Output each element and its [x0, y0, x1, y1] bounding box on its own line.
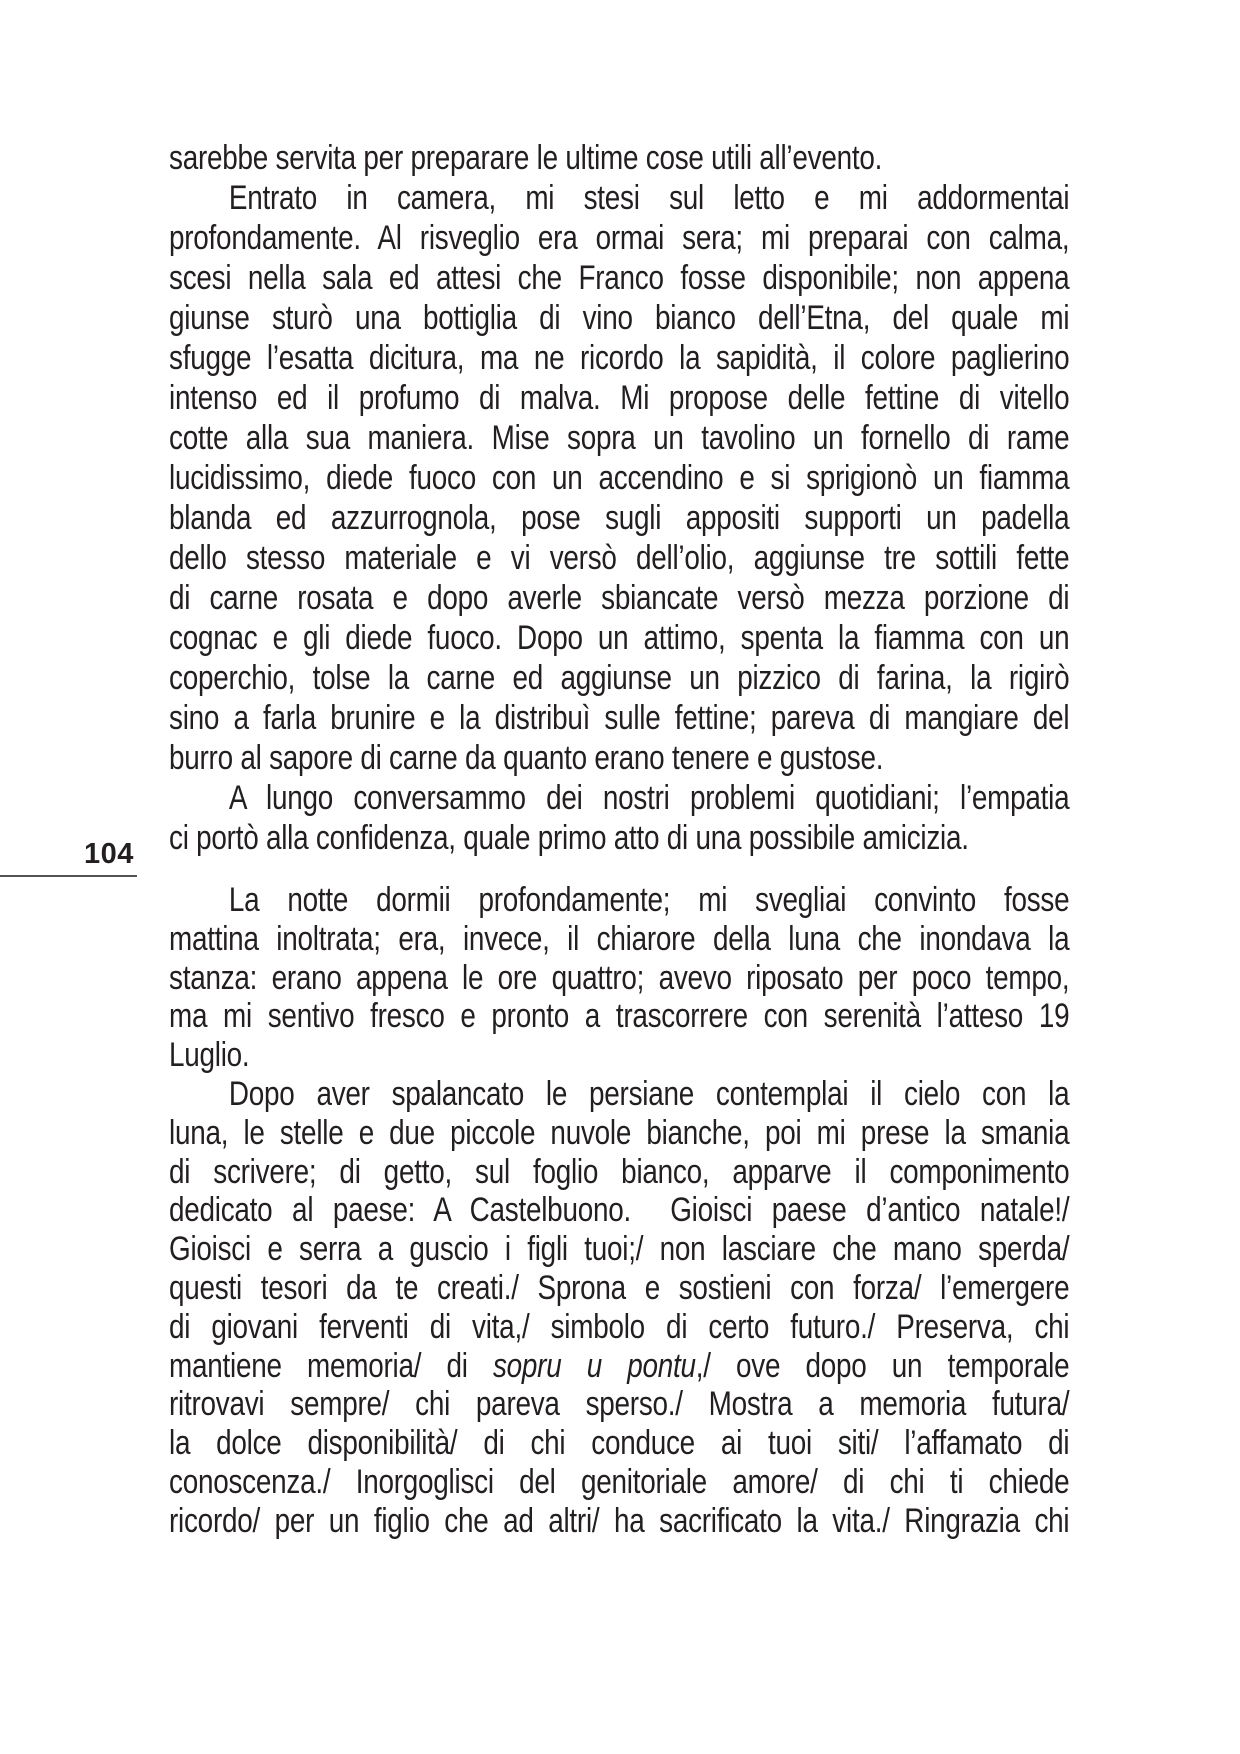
- paragraph: [169, 138, 1069, 178]
- text-segment: dello stesso materiale e vi versò dell’olio, aggiunse tre sottili fette: [169, 539, 1070, 577]
- text-segment: dedicato al paese: A Castelbuono. Gioisci paese d’antico natale!/: [169, 1191, 1070, 1230]
- text-segment: coperchio, tolse la carne ed aggiunse un pizzico di farina, la rigirò: [169, 659, 1070, 697]
- text-line: [169, 178, 1069, 218]
- text-line: [169, 458, 1069, 498]
- text-segment: stanza: erano appena le ore quattro; avevo riposato per poco tempo,: [169, 958, 1070, 997]
- text-segment: di scrivere; di getto, sul foglio bianco, apparve il componimento: [169, 1152, 1070, 1191]
- paragraph: [169, 881, 1069, 1075]
- text-segment: Dopo aver spalancato le persiane contemplai il cielo con la: [228, 1074, 1070, 1113]
- text-segment: cognac e gli diede fuoco. Dopo un attimo, spenta la fiamma con un: [169, 619, 1070, 657]
- text-line: [169, 1191, 1069, 1230]
- text-line: [169, 538, 1069, 578]
- text-line: [169, 1036, 1069, 1075]
- text-segment: mattina inoltrata; era, invece, il chiarore della luna che inondava la: [169, 919, 1070, 958]
- text-segment: La notte dormii profondamente; mi svegliai convinto fosse: [228, 881, 1070, 919]
- text-line: [169, 218, 1069, 258]
- text-segment: ricordo/ per un figlio che ad altri/ ha sacrificato la vita./ Ringrazia chi: [169, 1501, 1070, 1540]
- text-line: [169, 578, 1069, 618]
- text-segment: ci portò alla confidenza, quale primo atto di una possibile amicizia.: [169, 819, 969, 857]
- text-segment: sarebbe servita per preparare le ultime cose utili all’evento.: [169, 139, 883, 177]
- text-line: [169, 658, 1069, 698]
- text-line: [169, 298, 1069, 338]
- page-number-rule: [0, 875, 137, 877]
- text-segment: la dolce disponibilità/ di chi conduce ai tuoi siti/ l’affamato di: [169, 1424, 1070, 1463]
- text-line: [169, 738, 1069, 778]
- text-line: [169, 618, 1069, 658]
- text-line: [169, 1502, 1069, 1541]
- text-line: [169, 997, 1069, 1036]
- text-line: [169, 881, 1069, 920]
- text-segment: Luglio.: [169, 1036, 250, 1075]
- text-segment: burro al sapore di carne da quanto erano tenere e gustose.: [169, 739, 884, 777]
- text-line: [169, 778, 1069, 818]
- text-segment: Gioisci e serra a guscio i figli tuoi;/ non lasciare che mano sperda/: [169, 1230, 1070, 1269]
- text-line: [169, 818, 1069, 858]
- text-segment: di carne rosata e dopo averle sbiancate versò mezza porzione di: [169, 579, 1070, 617]
- text-segment: di giovani ferventi di vita,/ simbolo di certo futuro./ Preserva, chi: [169, 1307, 1070, 1346]
- text-line: [169, 1308, 1069, 1347]
- text-line: [169, 138, 1069, 178]
- text-segment: A lungo conversammo dei nostri problemi quotidiani; l’empatia: [228, 779, 1070, 817]
- text-line: [169, 1114, 1069, 1153]
- text-block-lower: [169, 881, 1069, 1541]
- text-segment: profondamente. Al risveglio era ormai sera; mi preparai con calma,: [169, 219, 1070, 257]
- page-number-area: [0, 840, 137, 880]
- text-line: [169, 258, 1069, 298]
- text-segment: sino a farla brunire e la distribuì sulle fettine; pareva di mangiare del: [169, 699, 1070, 737]
- text-line: [169, 378, 1069, 418]
- text-line: [169, 1075, 1069, 1114]
- paragraph: [169, 778, 1069, 858]
- page-number: 104: [84, 838, 134, 870]
- text-segment: Entrato in camera, mi stesi sul letto e mi addormentai: [228, 179, 1070, 217]
- text-segment: lucidissimo, diede fuoco con un accendino e si sprigionò un fiamma: [169, 459, 1070, 497]
- text-segment: giunse sturò una bottiglia di vino bianco dell’Etna, del quale mi: [169, 299, 1070, 337]
- text-line: [169, 498, 1069, 538]
- text-segment: intenso ed il profumo di malva. Mi propose delle fettine di vitello: [169, 379, 1070, 417]
- text-line: [169, 418, 1069, 458]
- text-line: [169, 1424, 1069, 1463]
- text-line: [169, 338, 1069, 378]
- text-segment: scesi nella sala ed attesi che Franco fosse disponibile; non appena: [169, 259, 1070, 297]
- text-block-upper: [169, 138, 1069, 858]
- text-line: [169, 698, 1069, 738]
- paragraph: [169, 1075, 1069, 1541]
- text-line: [169, 1153, 1069, 1192]
- italic-text-segment: sopru u pontu: [492, 1346, 696, 1385]
- text-segment: luna, le stelle e due piccole nuvole bianche, poi mi prese la smania: [169, 1113, 1070, 1152]
- text-line: [169, 1269, 1069, 1308]
- paragraph: [169, 178, 1069, 778]
- text-segment: sfugge l’esatta dicitura, ma ne ricordo la sapidità, il colore paglierino: [169, 339, 1070, 377]
- text-line: [169, 1385, 1069, 1424]
- text-line: [169, 959, 1069, 998]
- text-segment: mantiene memoria/ di: [169, 1346, 493, 1385]
- text-segment: conoscenza./ Inorgoglisci del genitoriale amore/ di chi ti chiede: [169, 1462, 1070, 1501]
- text-line: [169, 1463, 1069, 1502]
- text-segment: cotte alla sua maniera. Mise sopra un tavolino un fornello di rame: [169, 419, 1070, 457]
- text-line: [169, 1347, 1069, 1386]
- text-segment: ,/ ove dopo un temporale: [695, 1346, 1070, 1385]
- text-line: [169, 920, 1069, 959]
- text-segment: blanda ed azzurrognola, pose sugli appositi supporti un padella: [169, 499, 1070, 537]
- text-segment: ritrovavi sempre/ chi pareva sperso./ Mostra a memoria futura/: [169, 1385, 1070, 1424]
- text-line: [169, 1230, 1069, 1269]
- text-segment: ma mi sentivo fresco e pronto a trascorrere con serenità l’atteso 19: [169, 997, 1070, 1036]
- text-segment: questi tesori da te creati./ Sprona e sostieni con forza/ l’emergere: [169, 1268, 1070, 1307]
